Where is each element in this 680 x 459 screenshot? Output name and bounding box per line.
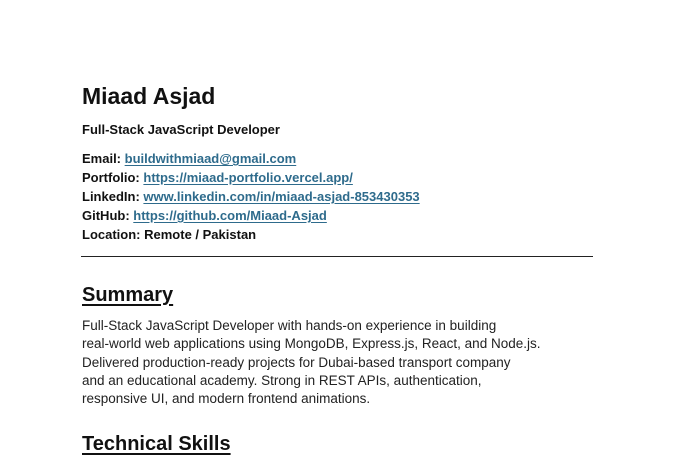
technical-skills-heading: Technical Skills <box>82 433 231 455</box>
location-value: Remote / Pakistan <box>144 227 257 242</box>
summary-line: Delivered production-ready projects for Dubai-based transport company <box>82 354 511 370</box>
contact-location <box>82 225 420 244</box>
contact-linkedin <box>82 187 420 206</box>
candidate-name: Miaad Asjad <box>82 83 216 109</box>
summary-line: real-world web applications using MongoDB, Express.js, React, and Node.js. <box>82 336 541 352</box>
contact-label: Portfolio: <box>82 170 140 185</box>
contact-list <box>82 149 420 244</box>
contact-email <box>82 149 420 168</box>
linkedin-link[interactable]: www.linkedin.com/in/miaad-asjad-853430353 <box>143 189 420 204</box>
portfolio-link[interactable]: https://miaad-portfolio.vercel.app/ <box>143 170 353 185</box>
email-link[interactable]: buildwithmiaad@gmail.com <box>124 151 297 166</box>
summary-paragraph <box>82 317 540 408</box>
contact-label: Email: <box>82 151 122 166</box>
contact-github <box>82 206 420 225</box>
horizontal-divider <box>81 256 593 257</box>
contact-portfolio <box>82 168 420 187</box>
summary-line: and an educational academy. Strong in REST APIs, authentication, <box>82 372 482 388</box>
contact-label: Location: <box>82 227 141 242</box>
github-link[interactable]: https://github.com/Miaad-Asjad <box>133 208 327 223</box>
summary-line: Full-Stack JavaScript Developer with hands-on experience in building <box>82 318 497 333</box>
contact-label: GitHub: <box>82 208 130 223</box>
job-title: Full-Stack JavaScript Developer <box>82 122 280 137</box>
summary-line: responsive UI, and modern frontend animations. <box>82 391 371 407</box>
contact-label: LinkedIn: <box>82 189 140 204</box>
summary-heading: Summary <box>82 284 174 306</box>
